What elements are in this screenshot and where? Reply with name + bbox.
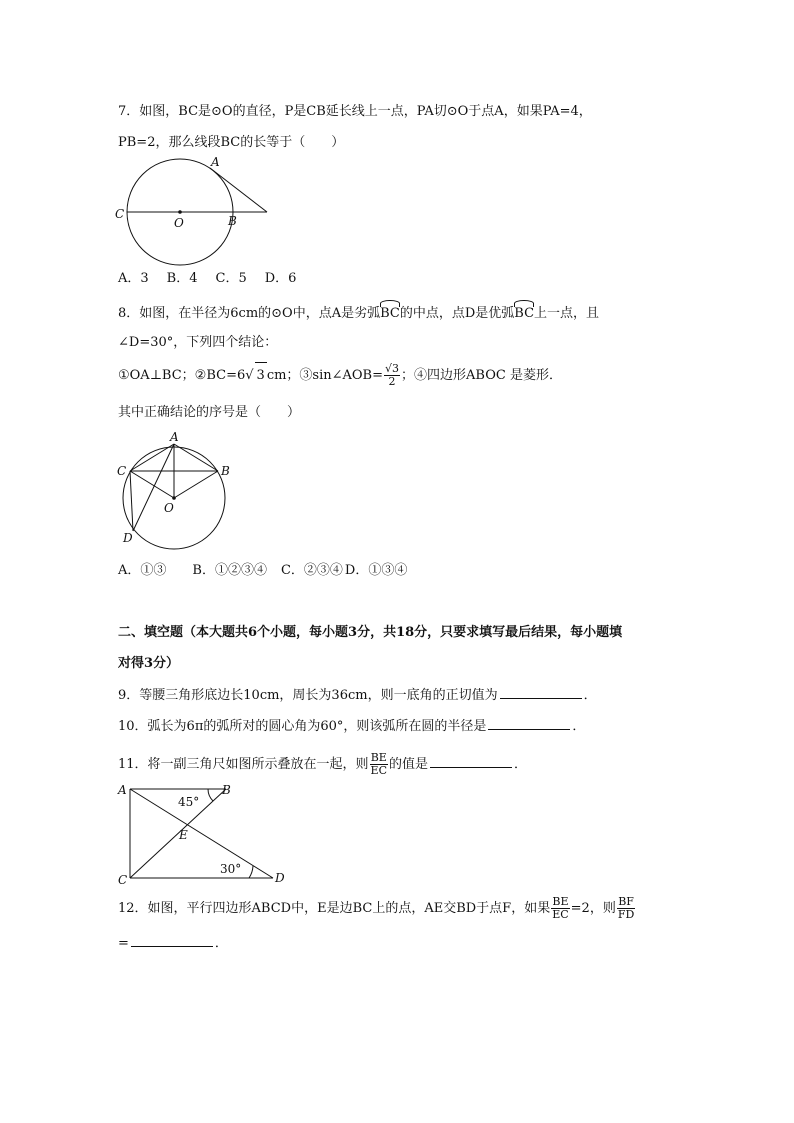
q11-figure xyxy=(116,782,291,886)
q10 xyxy=(118,717,585,736)
q7-option-d: D．6 xyxy=(264,271,297,286)
q8-line1-b: 的中点，点D是优弧 xyxy=(399,306,515,321)
q8-fraction-den: 2 xyxy=(388,375,396,388)
q7-line2: PB=2，那么线段BC的长等于（ ） xyxy=(118,135,345,150)
q8-line1-c: 上一点，且 xyxy=(534,306,600,321)
q11-label-b: B xyxy=(222,783,231,797)
q10-text: 10．弧长为6π的弧所对的圆心角为60°，则该弧所在圆的半径是 xyxy=(118,719,487,734)
q7-label-c: C xyxy=(115,207,125,221)
q8-label-b: B xyxy=(221,464,230,478)
q8-fraction xyxy=(384,363,400,388)
q10-end: ． xyxy=(572,719,586,734)
q9-answer-blank[interactable] xyxy=(500,686,582,699)
q8-line2: ∠D=30°，下列四个结论： xyxy=(118,335,278,350)
q8-line1-a: 8．如图，在半径为6cm的⊙O中，点A是劣弧 xyxy=(118,306,381,321)
q10-answer-blank[interactable] xyxy=(488,717,570,730)
q11-fraction-num: BE xyxy=(370,751,387,764)
q12-line1 xyxy=(118,896,636,922)
q8-conclusion-4: ；④四边形ABOC 是菱形． xyxy=(401,368,562,383)
q12-fraction-1 xyxy=(551,896,569,921)
section2-heading-line2: 对得3分） xyxy=(118,656,180,671)
q7-label-a: A xyxy=(211,155,220,169)
q8-option-a: A．①③ xyxy=(118,563,167,578)
q12-text-a: 12．如图，平行四边形ABCD中，E是边BC上的点，AE交BD于点F，如果 xyxy=(118,901,551,916)
q12-line2 xyxy=(118,934,228,953)
q11-answer-blank[interactable] xyxy=(430,755,512,768)
q7-option-a: A．3 xyxy=(118,271,149,286)
q8-conclusion-3: cm；③sin∠AOB= xyxy=(266,368,384,383)
q12-fraction-1-num: BE xyxy=(552,895,569,908)
q8-line4: 其中正确结论的序号是（ ） xyxy=(118,405,301,420)
q12-fraction-2 xyxy=(617,896,635,921)
q12-fraction-2-num: BF xyxy=(618,895,634,908)
q8-arc-major: BC xyxy=(514,302,534,323)
q11-angle-45: 45° xyxy=(178,795,200,809)
q7-option-b: B．4 xyxy=(166,271,198,286)
q11-label-d: D xyxy=(275,871,285,885)
q11-text-a: 11．将一副三角尺如图所示叠放在一起，则 xyxy=(118,757,369,772)
q9-end: ． xyxy=(583,688,597,703)
q11-label-a: A xyxy=(118,783,127,797)
q12-fraction-1-den: EC xyxy=(552,908,569,921)
q11-label-e: E xyxy=(179,828,188,842)
q8-label-c: C xyxy=(117,464,127,478)
q7-option-c: C．5 xyxy=(215,271,247,286)
q8-conclusions xyxy=(118,362,562,389)
q8-label-o: O xyxy=(164,501,174,515)
q11-text-b: 的值是 xyxy=(389,757,429,772)
q12-text-b: =2，则 xyxy=(570,901,616,916)
q8-option-b: B．①②③④ xyxy=(192,563,267,578)
q12-end: ． xyxy=(214,936,228,951)
section2-heading-line1: 二、填空题（本大题共6个小题，每小题3分，共18分，只要求填写最后结果，每小题填 xyxy=(118,625,623,640)
q7-label-o: O xyxy=(174,216,184,230)
q8-conclusion-1-2: ①OA⊥BC；②BC=6 xyxy=(118,368,246,383)
q11-fraction-den: EC xyxy=(370,764,387,777)
q8-label-a: A xyxy=(170,430,179,444)
q11-end: ． xyxy=(514,757,528,772)
q8-fraction-num: √3 xyxy=(385,362,400,375)
q12-equals: = xyxy=(118,936,129,951)
q12-answer-blank[interactable] xyxy=(131,934,213,947)
q11-fraction xyxy=(370,752,388,777)
q9-text: 9．等腰三角形底边长10cm，周长为36cm，则一底角的正切值为 xyxy=(118,688,498,703)
q8-sqrt-value: 3 xyxy=(255,362,267,389)
q8-option-c: C．②③④ xyxy=(280,563,343,578)
q11-angle-30: 30° xyxy=(220,862,242,876)
q8-arc-minor: BC xyxy=(380,302,400,323)
q7-line1: 7．如图，BC是⊙O的直径，P是CB延长线上一点，PA切⊙O于点A，如果PA=4， xyxy=(118,104,592,119)
q8-figure xyxy=(112,428,242,546)
q7-figure xyxy=(110,156,280,268)
q7-options xyxy=(118,270,314,288)
q8-option-d: D．①③④ xyxy=(344,563,408,578)
q9 xyxy=(118,686,597,705)
q8-options xyxy=(118,562,425,580)
q11-label-c: C xyxy=(118,873,128,887)
q8-line1 xyxy=(118,302,599,323)
q11 xyxy=(118,752,527,778)
q7-label-b: B xyxy=(228,214,237,228)
q12-fraction-2-den: FD xyxy=(617,908,635,921)
q8-label-d: D xyxy=(123,531,133,545)
sqrt-symbol: √ xyxy=(245,368,254,383)
